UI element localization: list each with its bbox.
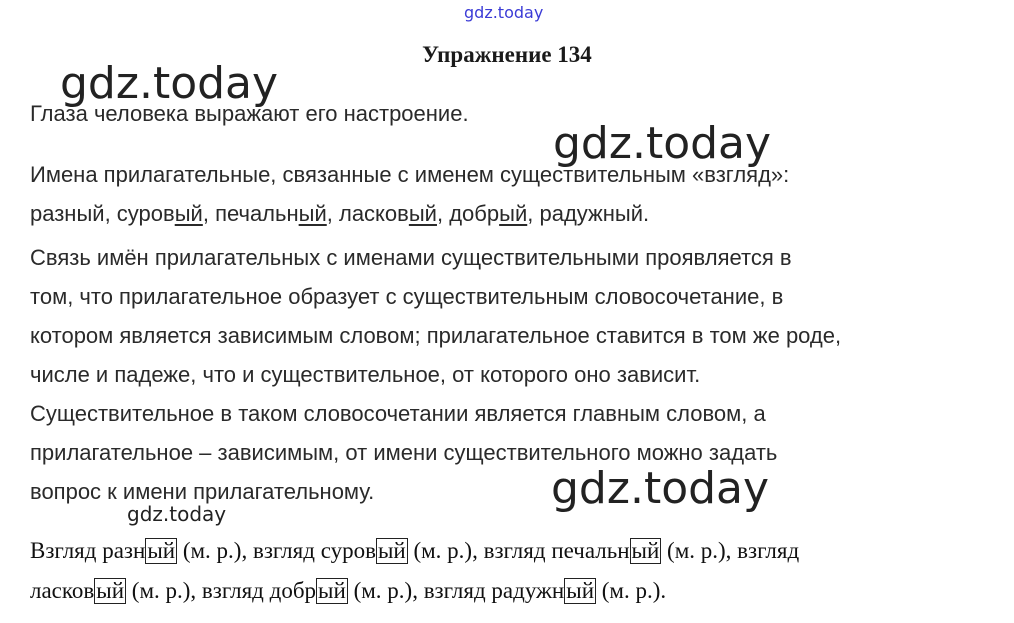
explanation-line: том, что прилагательное образует с существительным словосочетание, в (30, 284, 784, 309)
phrase: ласковый (м. р.) (30, 578, 191, 603)
explanation-line: Связь имён прилагательных с именами существительными проявляется в (30, 245, 792, 270)
explanation-line: прилагательное – зависимым, от имени существительного можно задать (30, 440, 778, 465)
adjective-ending: ый (298, 201, 327, 226)
phrase-noun: взгляд (737, 538, 800, 563)
ending-box: ый (631, 538, 660, 563)
watermark: gdz.today (60, 58, 279, 109)
watermark-top: gdz.today (464, 3, 544, 22)
explanation-line: вопрос к имени прилагательному. (30, 479, 375, 504)
adjective-ending: ый (499, 201, 528, 226)
ending-box: ый (377, 538, 406, 563)
watermark: gdz.today (127, 502, 227, 526)
adjectives-list: разный, суровый, печальный, ласковый, добрый, радужный. (30, 201, 650, 226)
phrases-line-1: Взгляд разный (м. р.), взгляд суровый (м. р.), взгляд печальный (м. р.), взгляд (30, 538, 800, 563)
ending-box: ый (96, 578, 125, 603)
adjective: добрый (449, 201, 528, 226)
ending-box: ый (147, 538, 176, 563)
explanation-line: Существительное в таком словосочетании является главным словом, а (30, 401, 766, 426)
watermark: gdz.today (553, 118, 772, 169)
ending-box: ый (318, 578, 346, 603)
phrase: Взгляд разный (м. р.) (30, 538, 242, 563)
explanation-line: котором является зависимым словом; прилагательное ставится в том же роде, (30, 323, 842, 348)
phrases-line-2: ласковый (м. р.), взгляд добрый (м. р.), взгляд радужный (м. р.). (30, 578, 667, 603)
adjective: ласковый (338, 201, 437, 226)
adjective: радужный (539, 201, 643, 226)
phrase: взгляд радужный (м. р.) (423, 578, 661, 603)
intro-sentence: Глаза человека выражают его настроение. (30, 101, 469, 126)
watermark: gdz.today (551, 463, 770, 514)
ending-box: ый (566, 578, 594, 603)
phrase: взгляд добрый (м. р.) (201, 578, 413, 603)
exercise-title: Упражнение 134 (422, 42, 592, 67)
phrase: взгляд печальный (м. р.) (483, 538, 726, 563)
phrase: взгляд суровый (м. р.) (252, 538, 473, 563)
adjective: суровый (116, 201, 203, 226)
explanation-line: числе и падеже, что и существительное, от которого оно зависит. (30, 362, 701, 387)
adjective: разный (30, 201, 105, 226)
adjectives-lead: Имена прилагательные, связанные с именем существительным «взгляд»: (30, 162, 790, 187)
adjective-ending: ый (408, 201, 437, 226)
adjective: печальный (215, 201, 327, 226)
adjective-ending: ый (174, 201, 203, 226)
